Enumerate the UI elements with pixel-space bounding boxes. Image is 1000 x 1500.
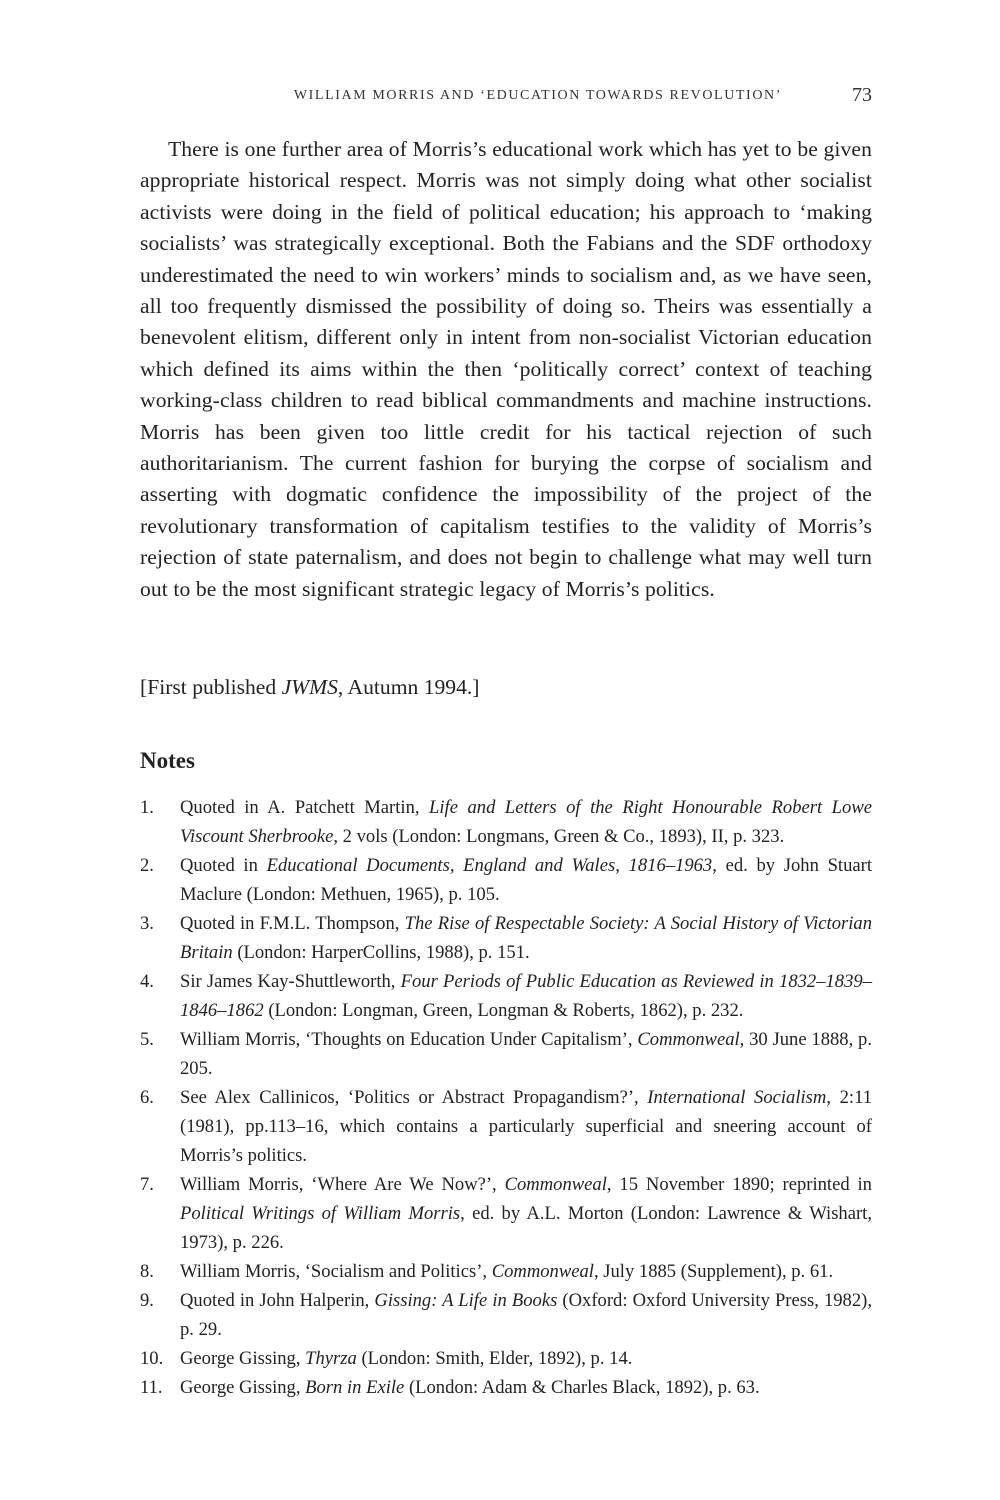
note-item — [140, 1286, 872, 1344]
note-text-run: (London: Longman, Green, Longman & Roberts, 1862), p. 232. — [263, 1000, 744, 1021]
note-number: 9. — [140, 1290, 154, 1311]
note-item — [140, 851, 872, 909]
note-title-italic: Commonweal — [637, 1029, 740, 1050]
note-text-run: Quoted in F.M.L. Thompson, — [180, 913, 405, 934]
note-title-italic: Thyrza — [305, 1348, 357, 1369]
note-text-run: Quoted in — [180, 855, 267, 876]
note-text — [180, 1170, 872, 1257]
running-head-title: WILLIAM MORRIS AND ‘EDUCATION TOWARDS REVOLUTION’ — [293, 88, 782, 103]
note-text-run: , 30 June 1888, p. 205. — [180, 1029, 872, 1079]
note-text-run: George Gissing, — [180, 1377, 306, 1398]
note-text — [180, 1286, 872, 1344]
note-text-run: (London: Smith, Elder, 1892), p. 14. — [356, 1348, 633, 1369]
note-text-run: , 2:11 (1981), pp.113–16, which contains a particularly superficial and sneering account of Morris’s politics. — [180, 1087, 872, 1166]
note-item — [140, 1373, 872, 1402]
note-title-italic: Educational Documents, England and Wales, 1816–1963 — [266, 855, 713, 876]
note-text-run: (London: Adam & Charles Black, 1892), p. 63. — [404, 1377, 760, 1398]
note-text-run: , ed. by John Stuart Maclure (London: Methuen, 1965), p. 105. — [180, 855, 873, 905]
note-text-run: (London: HarperCollins, 1988), p. 151. — [232, 942, 530, 963]
note-number: 11. — [140, 1377, 163, 1398]
source-note-journal: JWMS — [281, 675, 338, 699]
note-number: 10. — [140, 1348, 164, 1369]
note-title-italic: International Socialism — [647, 1087, 827, 1108]
note-number: 4. — [140, 971, 154, 992]
note-number: 2. — [140, 855, 154, 876]
note-text-run: George Gissing, — [180, 1348, 306, 1369]
running-head — [140, 86, 872, 110]
source-note — [140, 672, 872, 703]
note-number: 5. — [140, 1029, 154, 1050]
note-text-run: Sir James Kay-Shuttleworth, — [180, 971, 401, 992]
note-text-run: , ed. by A.L. Morton (London: Lawrence & Wishart, 1973), p. 226. — [180, 1203, 872, 1253]
note-title-italic: Born in Exile — [305, 1377, 405, 1398]
note-title-italic: Life and Letters of the Right Honourable Robert Lowe Viscount Sherbrooke — [180, 797, 872, 847]
note-item — [140, 909, 872, 967]
note-text-run: Quoted in John Halperin, — [180, 1290, 375, 1311]
note-title-italic: Commonweal — [504, 1174, 607, 1195]
note-text-run: William Morris, ‘Thoughts on Education Under Capitalism’, — [180, 1029, 638, 1050]
page-number: 73 — [852, 84, 872, 106]
note-item — [140, 1257, 872, 1286]
note-title-italic: Commonweal — [491, 1261, 594, 1282]
note-number: 7. — [140, 1174, 154, 1195]
note-title-italic: Gissing: A Life in Books — [374, 1290, 558, 1311]
note-item — [140, 793, 872, 851]
note-text — [180, 1025, 872, 1083]
note-title-italic: Four Periods of Public Education as Reviewed in 1832–1839–1846–1862 — [180, 971, 872, 1021]
note-text-run: , July 1885 (Supplement), p. 61. — [593, 1261, 834, 1282]
source-note-after: , Autumn 1994.] — [337, 675, 480, 699]
source-note-before: [First published — [140, 675, 282, 699]
note-text — [180, 1373, 872, 1402]
notes-heading: Notes — [140, 748, 195, 773]
notes-list — [140, 793, 872, 1402]
note-number: 1. — [140, 797, 154, 818]
body-paragraph: There is one further area of Morris’s educational work which has yet to be given appropriate historical respect. Morris was not simply doing what other socialist activists were doing in the field of political education; his approach to ‘making socialists’ was strategically exceptional. Both the Fabians and the SDF orthodoxy underestimated the need to win workers’ minds to socialism and, as we have seen, all too frequently dismissed the possibility of doing so. Theirs was essentially a benevolent elitism, different only in intent from non-socialist Victorian education which defined its aims within the then ‘politically correct’ context of teaching working-class children to read biblical commandments and machine instructions. Morris has been given too little credit for his tactical rejection of such authoritarianism. The current fashion for burying the corpse of socialism and asserting with dogmatic confidence the impossibility of the project of the revolutionary transformation of capitalism testifies to the validity of Morris’s rejection of state paternalism, and does not begin to challenge what may well turn out to be the most significant strategic legacy of Morris’s politics. — [140, 137, 872, 601]
note-item — [140, 1083, 872, 1170]
note-item — [140, 1344, 872, 1373]
note-text — [180, 967, 872, 1025]
note-number: 6. — [140, 1087, 154, 1108]
note-text — [180, 1344, 872, 1373]
note-item — [140, 1025, 872, 1083]
note-number: 3. — [140, 913, 154, 934]
note-number: 8. — [140, 1261, 154, 1282]
note-text-run: William Morris, ‘Socialism and Politics’, — [180, 1261, 492, 1282]
note-text-run: Quoted in A. Patchett Martin, — [180, 797, 430, 818]
note-item — [140, 967, 872, 1025]
note-title-italic: Political Writings of William Morris — [180, 1203, 461, 1224]
note-text-run: See Alex Callinicos, ‘Politics or Abstract Propagandism?’, — [180, 1087, 648, 1108]
note-title-italic: The Rise of Respectable Society: A Social History of Victorian Britain — [180, 913, 872, 963]
note-text — [180, 851, 872, 909]
note-text-run: William Morris, ‘Where Are We Now?’, — [180, 1174, 505, 1195]
note-text — [180, 1257, 872, 1286]
note-text — [180, 793, 872, 851]
note-text-run: , 15 November 1890; reprinted in — [606, 1174, 872, 1195]
note-text-run: (Oxford: Oxford University Press, 1982), p. 29. — [180, 1290, 872, 1340]
note-text-run: , 2 vols (London: Longmans, Green & Co., 1893), II, p. 323. — [333, 826, 785, 847]
note-item — [140, 1170, 872, 1257]
note-text — [180, 1083, 872, 1170]
note-text — [180, 909, 872, 967]
